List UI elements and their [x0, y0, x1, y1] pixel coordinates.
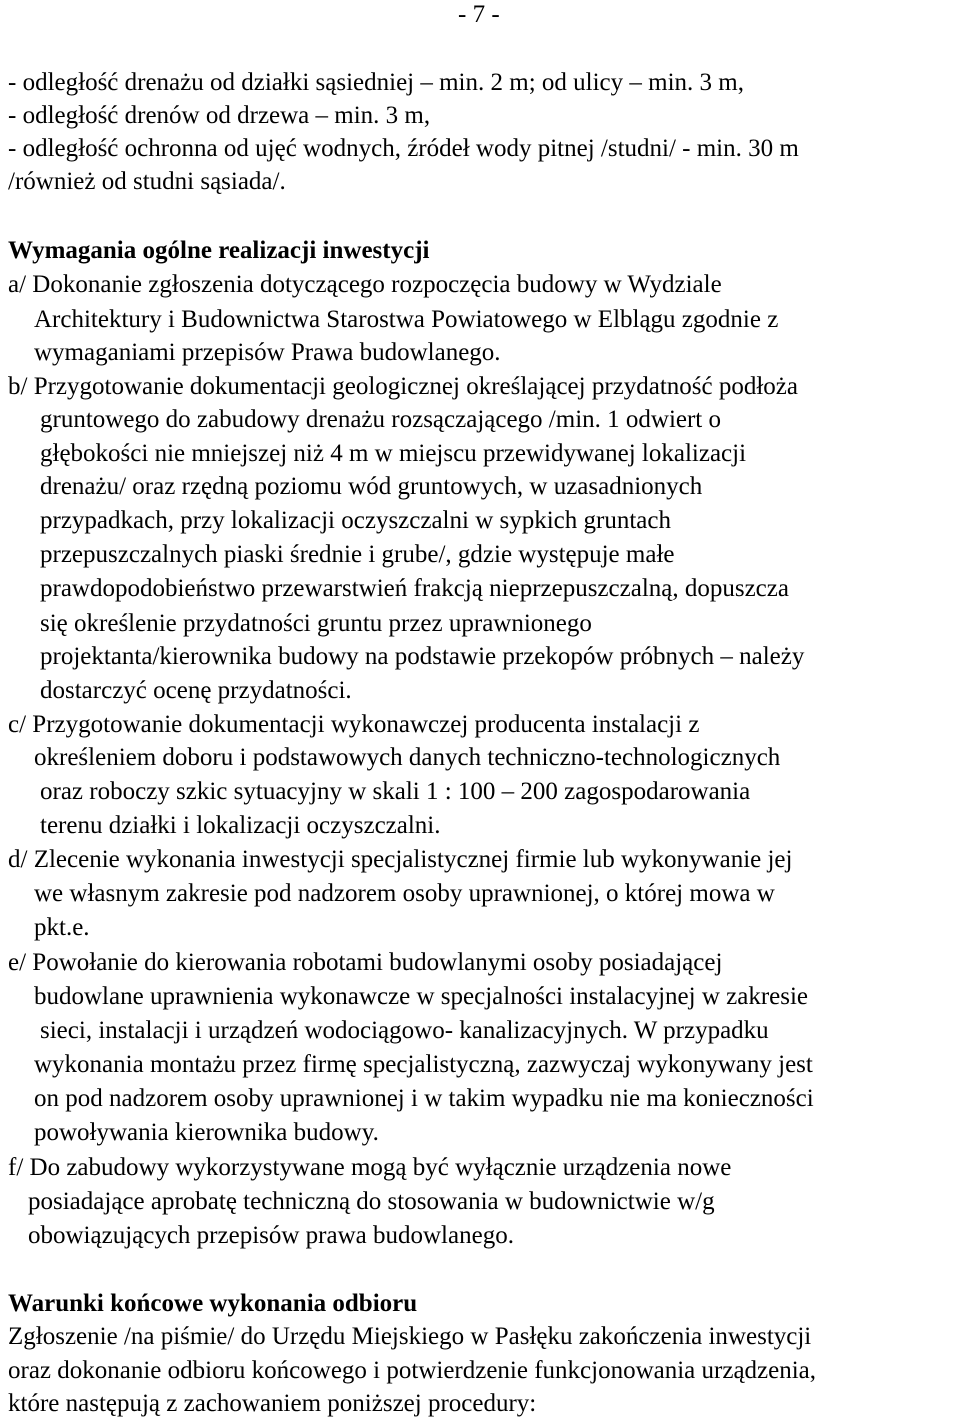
paragraph-line: posiadające aprobatę techniczną do stosowania w budownictwie w/g — [28, 1188, 715, 1215]
paragraph-line: powoływania kierownika budowy. — [34, 1119, 379, 1146]
paragraph-line: terenu działki i lokalizacji oczyszczalni. — [40, 812, 441, 839]
paragraph-line: przypadkach, przy lokalizacji oczyszczalni w sypkich gruntach — [40, 507, 671, 534]
intro-line: /również od studni sąsiada/. — [8, 168, 286, 195]
paragraph-line: c/ Przygotowanie dokumentacji wykonawczej producenta instalacji z — [8, 711, 700, 738]
paragraph-line: wykonania montażu przez firmę specjalistyczną, zazwyczaj wykonywany jest — [34, 1051, 813, 1078]
paragraph-line: obowiązujących przepisów prawa budowlanego. — [28, 1222, 514, 1249]
intro-line: - odległość ochronna od ujęć wodnych, źródeł wody pitnej /studni/ - min. 30 m — [8, 135, 799, 162]
paragraph-line: oraz dokonanie odbioru końcowego i potwierdzenie funkcjonowania urządzenia, — [8, 1357, 817, 1384]
paragraph-line: Zgłoszenie /na piśmie/ do Urzędu Miejskiego w Pasłęku zakończenia inwestycji — [8, 1323, 812, 1350]
paragraph-line: b/ Przygotowanie dokumentacji geologicznej określającej przydatność podłoża — [8, 373, 799, 400]
paragraph-line: określeniem doboru i podstawowych danych techniczno-technologicznych — [34, 744, 781, 771]
paragraph-line: przepuszczalnych piaski średnie i grube/, gdzie występuje małe — [40, 541, 675, 568]
paragraph-line: Architektury i Budownictwa Starostwa Powiatowego w Elblągu zgodnie z — [34, 306, 779, 333]
paragraph-line: głębokości nie mniejszej niż 4 m w miejscu przewidywanej lokalizacji — [40, 440, 747, 467]
intro-line: - odległość drenów od drzewa – min. 3 m, — [8, 102, 431, 129]
paragraph-line: drenażu/ oraz rzędną poziomu wód gruntowych, w uzasadnionych — [40, 473, 703, 500]
paragraph-line: prawdopodobieństwo przewarstwień frakcją nieprzepuszczalną, dopuszcza — [40, 575, 789, 602]
paragraph-line: a/ Dokonanie zgłoszenia dotyczącego rozpoczęcia budowy w Wydziale — [8, 271, 722, 298]
paragraph-line: projektanta/kierownika budowy na podstawie przekopów próbnych – należy — [40, 643, 805, 670]
paragraph-line: e/ Powołanie do kierowania robotami budowlanymi osoby posiadającej — [8, 949, 723, 976]
paragraph-line: wymaganiami przepisów Prawa budowlanego. — [34, 339, 501, 366]
paragraph-line: pkt.e. — [34, 914, 90, 941]
paragraph-line: d/ Zlecenie wykonania inwestycji specjalistycznej firmie lub wykonywanie jej — [8, 846, 793, 873]
paragraph-line: oraz roboczy szkic sytuacyjny w skali 1 : 100 – 200 zagospodarowania — [40, 778, 751, 805]
paragraph-line: f/ Do zabudowy wykorzystywane mogą być wyłącznie urządzenia nowe — [8, 1154, 732, 1181]
paragraph-line: we własnym zakresie pod nadzorem osoby uprawnionej, o której mowa w — [34, 880, 775, 907]
section-heading: Warunki końcowe wykonania odbioru — [8, 1290, 418, 1317]
paragraph-line: on pod nadzorem osoby uprawnionej i w takim wypadku nie ma konieczności — [34, 1085, 814, 1112]
paragraph-line: gruntowego do zabudowy drenażu rozsączającego /min. 1 odwiert o — [40, 406, 722, 433]
paragraph-line: się określenie przydatności gruntu przez uprawnionego — [40, 610, 592, 637]
paragraph-line: dostarczyć ocenę przydatności. — [40, 677, 352, 704]
paragraph-line: budowlane uprawnienia wykonawcze w specjalności instalacyjnej w zakresie — [34, 983, 809, 1010]
paragraph-line: sieci, instalacji i urządzeń wodociągowo- kanalizacyjnych. W przypadku — [40, 1017, 769, 1044]
section-heading: Wymagania ogólne realizacji inwestycji — [8, 237, 430, 264]
page-number: - 7 - — [458, 1, 500, 28]
paragraph-line: które następują z zachowaniem poniższej procedury: — [8, 1390, 537, 1417]
intro-line: - odległość drenażu od działki sąsiedniej – min. 2 m; od ulicy – min. 3 m, — [8, 69, 744, 96]
